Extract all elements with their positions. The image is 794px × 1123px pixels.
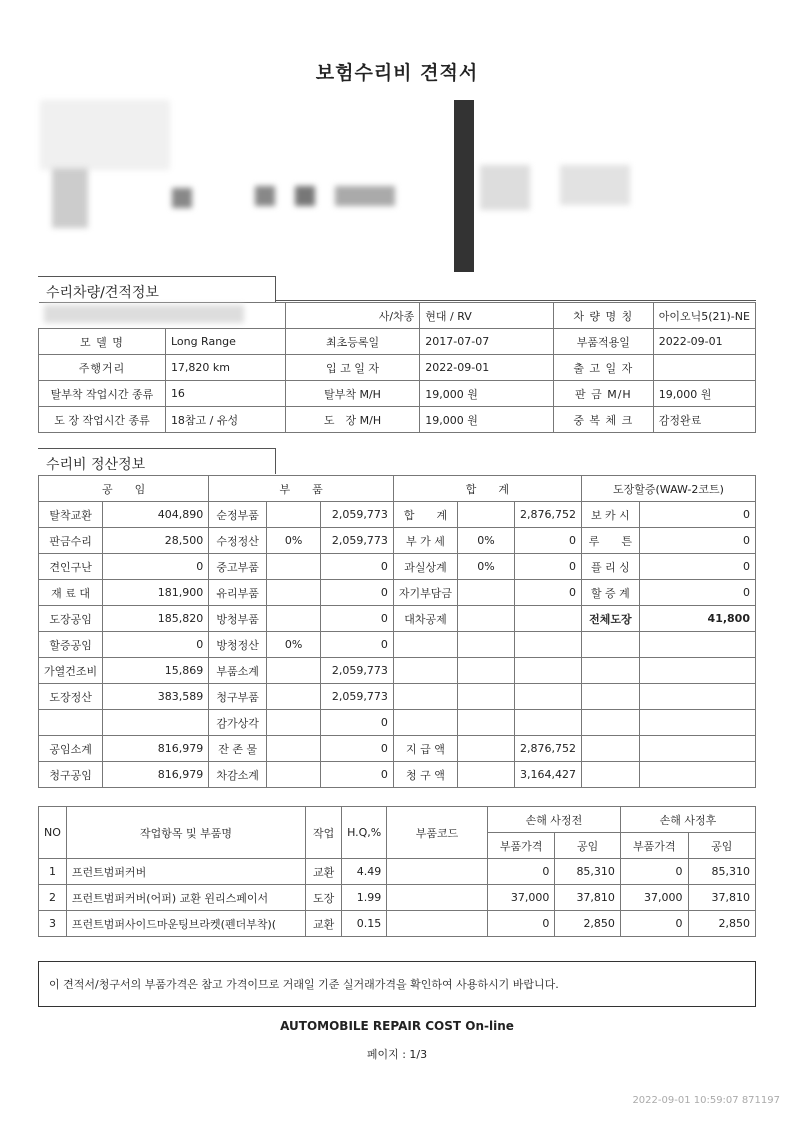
row-no: 3 bbox=[39, 911, 67, 937]
dup-check-value: 감정완료 bbox=[653, 407, 755, 433]
total-value bbox=[514, 658, 581, 684]
total-rate bbox=[458, 658, 515, 684]
total-label: 자기부담금 bbox=[393, 580, 457, 606]
detach-mh-label: 탈부착 M/H bbox=[285, 381, 420, 407]
row-item-name: 프런트범퍼커버 bbox=[66, 859, 305, 885]
paint-label: 루 튼 bbox=[581, 528, 639, 554]
print-timestamp: 2022-09-01 10:59:07 871197 bbox=[632, 1095, 780, 1106]
parts-label: 감가상각 bbox=[209, 710, 267, 736]
maker-label: 사/차종 bbox=[285, 303, 420, 329]
parts-label: 차감소계 bbox=[209, 762, 267, 788]
paint-label bbox=[581, 658, 639, 684]
work-header: 작업 bbox=[306, 807, 342, 859]
paint-value: 0 bbox=[639, 502, 755, 528]
detach-mh-value: 19,000 원 bbox=[420, 381, 554, 407]
table-row bbox=[39, 658, 756, 684]
labor-label: 견인구난 bbox=[39, 554, 103, 580]
parts-rate bbox=[267, 658, 321, 684]
maker-value: 현대 / RV bbox=[420, 303, 554, 329]
table-row bbox=[39, 736, 756, 762]
parts-value: 0 bbox=[321, 762, 394, 788]
labor-label: 판금수리 bbox=[39, 528, 103, 554]
row-labor-before: 2,850 bbox=[555, 911, 621, 937]
no-header: NO bbox=[39, 807, 67, 859]
paint-surcharge-header: 도장할증(WAW-2코트) bbox=[581, 476, 755, 502]
price-after-header: 부품가격 bbox=[620, 833, 688, 859]
table-row bbox=[39, 632, 756, 658]
paint-value: 41,800 bbox=[639, 606, 755, 632]
table-row bbox=[39, 502, 756, 528]
labor-value: 0 bbox=[103, 554, 209, 580]
parts-value: 2,059,773 bbox=[321, 684, 394, 710]
total-label bbox=[393, 710, 457, 736]
row-code bbox=[387, 911, 488, 937]
labor-label bbox=[39, 710, 103, 736]
labor-value: 15,869 bbox=[103, 658, 209, 684]
parts-label: 잔 존 물 bbox=[209, 736, 267, 762]
labor-label: 도장정산 bbox=[39, 684, 103, 710]
parts-value: 2,059,773 bbox=[321, 658, 394, 684]
labor-after-header: 공임 bbox=[688, 833, 755, 859]
total-rate bbox=[458, 684, 515, 710]
parts-label: 순정부품 bbox=[209, 502, 267, 528]
paint-value bbox=[639, 684, 755, 710]
parts-rate bbox=[267, 684, 321, 710]
mileage-value: 17,820 km bbox=[165, 355, 285, 381]
row-labor-after: 85,310 bbox=[688, 859, 755, 885]
before-header: 손해 사정전 bbox=[487, 807, 620, 833]
total-rate bbox=[458, 762, 515, 788]
work-type-value: 16 bbox=[165, 381, 285, 407]
total-rate bbox=[458, 710, 515, 736]
paint-label: 플 리 싱 bbox=[581, 554, 639, 580]
parts-date-value: 2022-09-01 bbox=[653, 329, 755, 355]
parts-value: 2,059,773 bbox=[321, 528, 394, 554]
parts-rate: 0% bbox=[267, 632, 321, 658]
labor-value: 28,500 bbox=[103, 528, 209, 554]
table-row bbox=[39, 606, 756, 632]
total-value bbox=[514, 710, 581, 736]
labor-value: 383,589 bbox=[103, 684, 209, 710]
paint-mh-value: 19,000 원 bbox=[420, 407, 554, 433]
panel-mh-label: 판 금 M/H bbox=[553, 381, 653, 407]
row-no: 2 bbox=[39, 885, 67, 911]
row-price-before: 0 bbox=[487, 859, 555, 885]
row-work: 도장 bbox=[306, 885, 342, 911]
total-rate bbox=[458, 632, 515, 658]
section-vehicle-title: 수리차량/견적정보 bbox=[38, 276, 276, 302]
parts-label: 중고부품 bbox=[209, 554, 267, 580]
footer-title: AUTOMOBILE REPAIR COST On-line bbox=[280, 1019, 514, 1033]
parts-date-label: 부품적용일 bbox=[553, 329, 653, 355]
paint-value: 0 bbox=[639, 554, 755, 580]
vehicle-info-table bbox=[38, 302, 756, 433]
labor-label: 재 료 대 bbox=[39, 580, 103, 606]
parts-rate bbox=[267, 554, 321, 580]
paint-label bbox=[581, 632, 639, 658]
parts-header: 부 품 bbox=[209, 476, 394, 502]
paint-value bbox=[639, 710, 755, 736]
paint-type-label: 도 장 작업시간 종류 bbox=[39, 407, 166, 433]
row-item-name: 프런트범퍼커버(어퍼) 교환 윈리스페이서 bbox=[66, 885, 305, 911]
table-row bbox=[39, 911, 756, 937]
code-header: 부품코드 bbox=[387, 807, 488, 859]
labor-label: 탈착교환 bbox=[39, 502, 103, 528]
parts-rate bbox=[267, 606, 321, 632]
labor-value: 816,979 bbox=[103, 736, 209, 762]
dup-check-label: 중 복 체 크 bbox=[553, 407, 653, 433]
parts-value: 0 bbox=[321, 736, 394, 762]
labor-before-header: 공임 bbox=[555, 833, 621, 859]
total-label: 대차공제 bbox=[393, 606, 457, 632]
car-name-label: 차 량 명 칭 bbox=[553, 303, 653, 329]
total-value: 0 bbox=[514, 580, 581, 606]
row-hq: 1.99 bbox=[342, 885, 387, 911]
paint-label bbox=[581, 736, 639, 762]
total-value bbox=[514, 684, 581, 710]
total-header: 합 계 bbox=[393, 476, 581, 502]
labor-label: 가열건조비 bbox=[39, 658, 103, 684]
parts-value: 0 bbox=[321, 632, 394, 658]
panel-mh-value: 19,000 원 bbox=[653, 381, 755, 407]
after-header: 손해 사정후 bbox=[620, 807, 755, 833]
parts-label: 청구부품 bbox=[209, 684, 267, 710]
parts-value: 0 bbox=[321, 710, 394, 736]
labor-label: 도장공임 bbox=[39, 606, 103, 632]
paint-value: 0 bbox=[639, 528, 755, 554]
row-hq: 4.49 bbox=[342, 859, 387, 885]
labor-label: 청구공임 bbox=[39, 762, 103, 788]
in-date-value: 2022-09-01 bbox=[420, 355, 554, 381]
paint-value: 0 bbox=[639, 580, 755, 606]
parts-label: 부품소계 bbox=[209, 658, 267, 684]
total-value: 2,876,752 bbox=[514, 502, 581, 528]
row-labor-after: 37,810 bbox=[688, 885, 755, 911]
row-code bbox=[387, 885, 488, 911]
settlement-table bbox=[38, 475, 756, 788]
parts-label: 방청부품 bbox=[209, 606, 267, 632]
row-labor-after: 2,850 bbox=[688, 911, 755, 937]
table-row bbox=[39, 684, 756, 710]
labor-value: 816,979 bbox=[103, 762, 209, 788]
total-rate bbox=[458, 580, 515, 606]
parts-rate bbox=[267, 710, 321, 736]
total-value bbox=[514, 606, 581, 632]
table-row bbox=[39, 710, 756, 736]
document-title: 보험수리비 견적서 bbox=[315, 62, 479, 84]
total-value: 3,164,427 bbox=[514, 762, 581, 788]
row-work: 교환 bbox=[306, 911, 342, 937]
total-label bbox=[393, 658, 457, 684]
total-label: 청 구 액 bbox=[393, 762, 457, 788]
paint-type-value: 18참고 / 유성 bbox=[165, 407, 285, 433]
labor-value: 181,900 bbox=[103, 580, 209, 606]
total-label: 과실상계 bbox=[393, 554, 457, 580]
total-rate: 0% bbox=[458, 528, 515, 554]
labor-label: 할증공임 bbox=[39, 632, 103, 658]
items-table bbox=[38, 806, 756, 937]
total-label: 지 급 액 bbox=[393, 736, 457, 762]
row-price-after: 0 bbox=[620, 859, 688, 885]
paint-label bbox=[581, 762, 639, 788]
paint-label bbox=[581, 684, 639, 710]
parts-value: 0 bbox=[321, 580, 394, 606]
parts-rate bbox=[267, 580, 321, 606]
labor-value: 404,890 bbox=[103, 502, 209, 528]
labor-value bbox=[103, 710, 209, 736]
row-labor-before: 37,810 bbox=[555, 885, 621, 911]
labor-value: 185,820 bbox=[103, 606, 209, 632]
total-value: 2,876,752 bbox=[514, 736, 581, 762]
total-label bbox=[393, 632, 457, 658]
model-value: Long Range bbox=[165, 329, 285, 355]
row-labor-before: 85,310 bbox=[555, 859, 621, 885]
paint-value bbox=[639, 632, 755, 658]
paint-mh-label: 도 장 M/H bbox=[285, 407, 420, 433]
mileage-label: 주행거리 bbox=[39, 355, 166, 381]
out-date-value bbox=[653, 355, 755, 381]
paint-value bbox=[639, 736, 755, 762]
parts-value: 2,059,773 bbox=[321, 502, 394, 528]
total-value: 0 bbox=[514, 554, 581, 580]
row-price-before: 0 bbox=[487, 911, 555, 937]
paint-label: 할 증 계 bbox=[581, 580, 639, 606]
price-before-header: 부품가격 bbox=[487, 833, 555, 859]
paint-label: 보 카 시 bbox=[581, 502, 639, 528]
out-date-label: 출 고 일 자 bbox=[553, 355, 653, 381]
work-type-label: 탈부착 작업시간 종류 bbox=[39, 381, 166, 407]
labor-value: 0 bbox=[103, 632, 209, 658]
parts-label: 유리부품 bbox=[209, 580, 267, 606]
parts-value: 0 bbox=[321, 554, 394, 580]
total-label bbox=[393, 684, 457, 710]
row-item-name: 프런트범퍼사이드마운팅브라켓(펜더부착)( bbox=[66, 911, 305, 937]
total-value: 0 bbox=[514, 528, 581, 554]
parts-rate bbox=[267, 762, 321, 788]
paint-label: 전체도장 bbox=[581, 606, 639, 632]
page-number: 페이지 : 1/3 bbox=[366, 1048, 428, 1061]
in-date-label: 입 고 일 자 bbox=[285, 355, 420, 381]
section-settle-title: 수리비 정산정보 bbox=[38, 448, 276, 474]
price-notice: 이 견적서/청구서의 부품가격은 참고 가격이므로 거래일 기준 실거래가격을 확인하여 사용하시기 바랍니다. bbox=[38, 961, 756, 1007]
row-price-after: 37,000 bbox=[620, 885, 688, 911]
total-rate bbox=[458, 606, 515, 632]
first-reg-value: 2017-07-07 bbox=[420, 329, 554, 355]
total-rate: 0% bbox=[458, 554, 515, 580]
first-reg-label: 최초등록일 bbox=[285, 329, 420, 355]
table-row bbox=[39, 762, 756, 788]
paint-value bbox=[639, 658, 755, 684]
row-work: 교환 bbox=[306, 859, 342, 885]
row-hq: 0.15 bbox=[342, 911, 387, 937]
item-header: 작업항목 및 부품명 bbox=[66, 807, 305, 859]
table-row bbox=[39, 580, 756, 606]
total-label: 합 계 bbox=[393, 502, 457, 528]
total-rate bbox=[458, 736, 515, 762]
labor-header: 공 임 bbox=[39, 476, 209, 502]
row-price-before: 37,000 bbox=[487, 885, 555, 911]
row-no: 1 bbox=[39, 859, 67, 885]
parts-rate bbox=[267, 736, 321, 762]
parts-rate bbox=[267, 502, 321, 528]
model-label: 모 델 명 bbox=[39, 329, 166, 355]
parts-label: 방청정산 bbox=[209, 632, 267, 658]
parts-label: 수정정산 bbox=[209, 528, 267, 554]
car-name-value: 아이오닉5(21)-NE bbox=[653, 303, 755, 329]
row-code bbox=[387, 859, 488, 885]
labor-label: 공임소계 bbox=[39, 736, 103, 762]
total-value bbox=[514, 632, 581, 658]
parts-value: 0 bbox=[321, 606, 394, 632]
row-price-after: 0 bbox=[620, 911, 688, 937]
hq-header: H.Q,% bbox=[342, 807, 387, 859]
total-label: 부 가 세 bbox=[393, 528, 457, 554]
table-row bbox=[39, 554, 756, 580]
parts-rate: 0% bbox=[267, 528, 321, 554]
table-row bbox=[39, 859, 756, 885]
paint-value bbox=[639, 762, 755, 788]
total-rate bbox=[458, 502, 515, 528]
table-row bbox=[39, 885, 756, 911]
table-row bbox=[39, 528, 756, 554]
paint-label bbox=[581, 710, 639, 736]
